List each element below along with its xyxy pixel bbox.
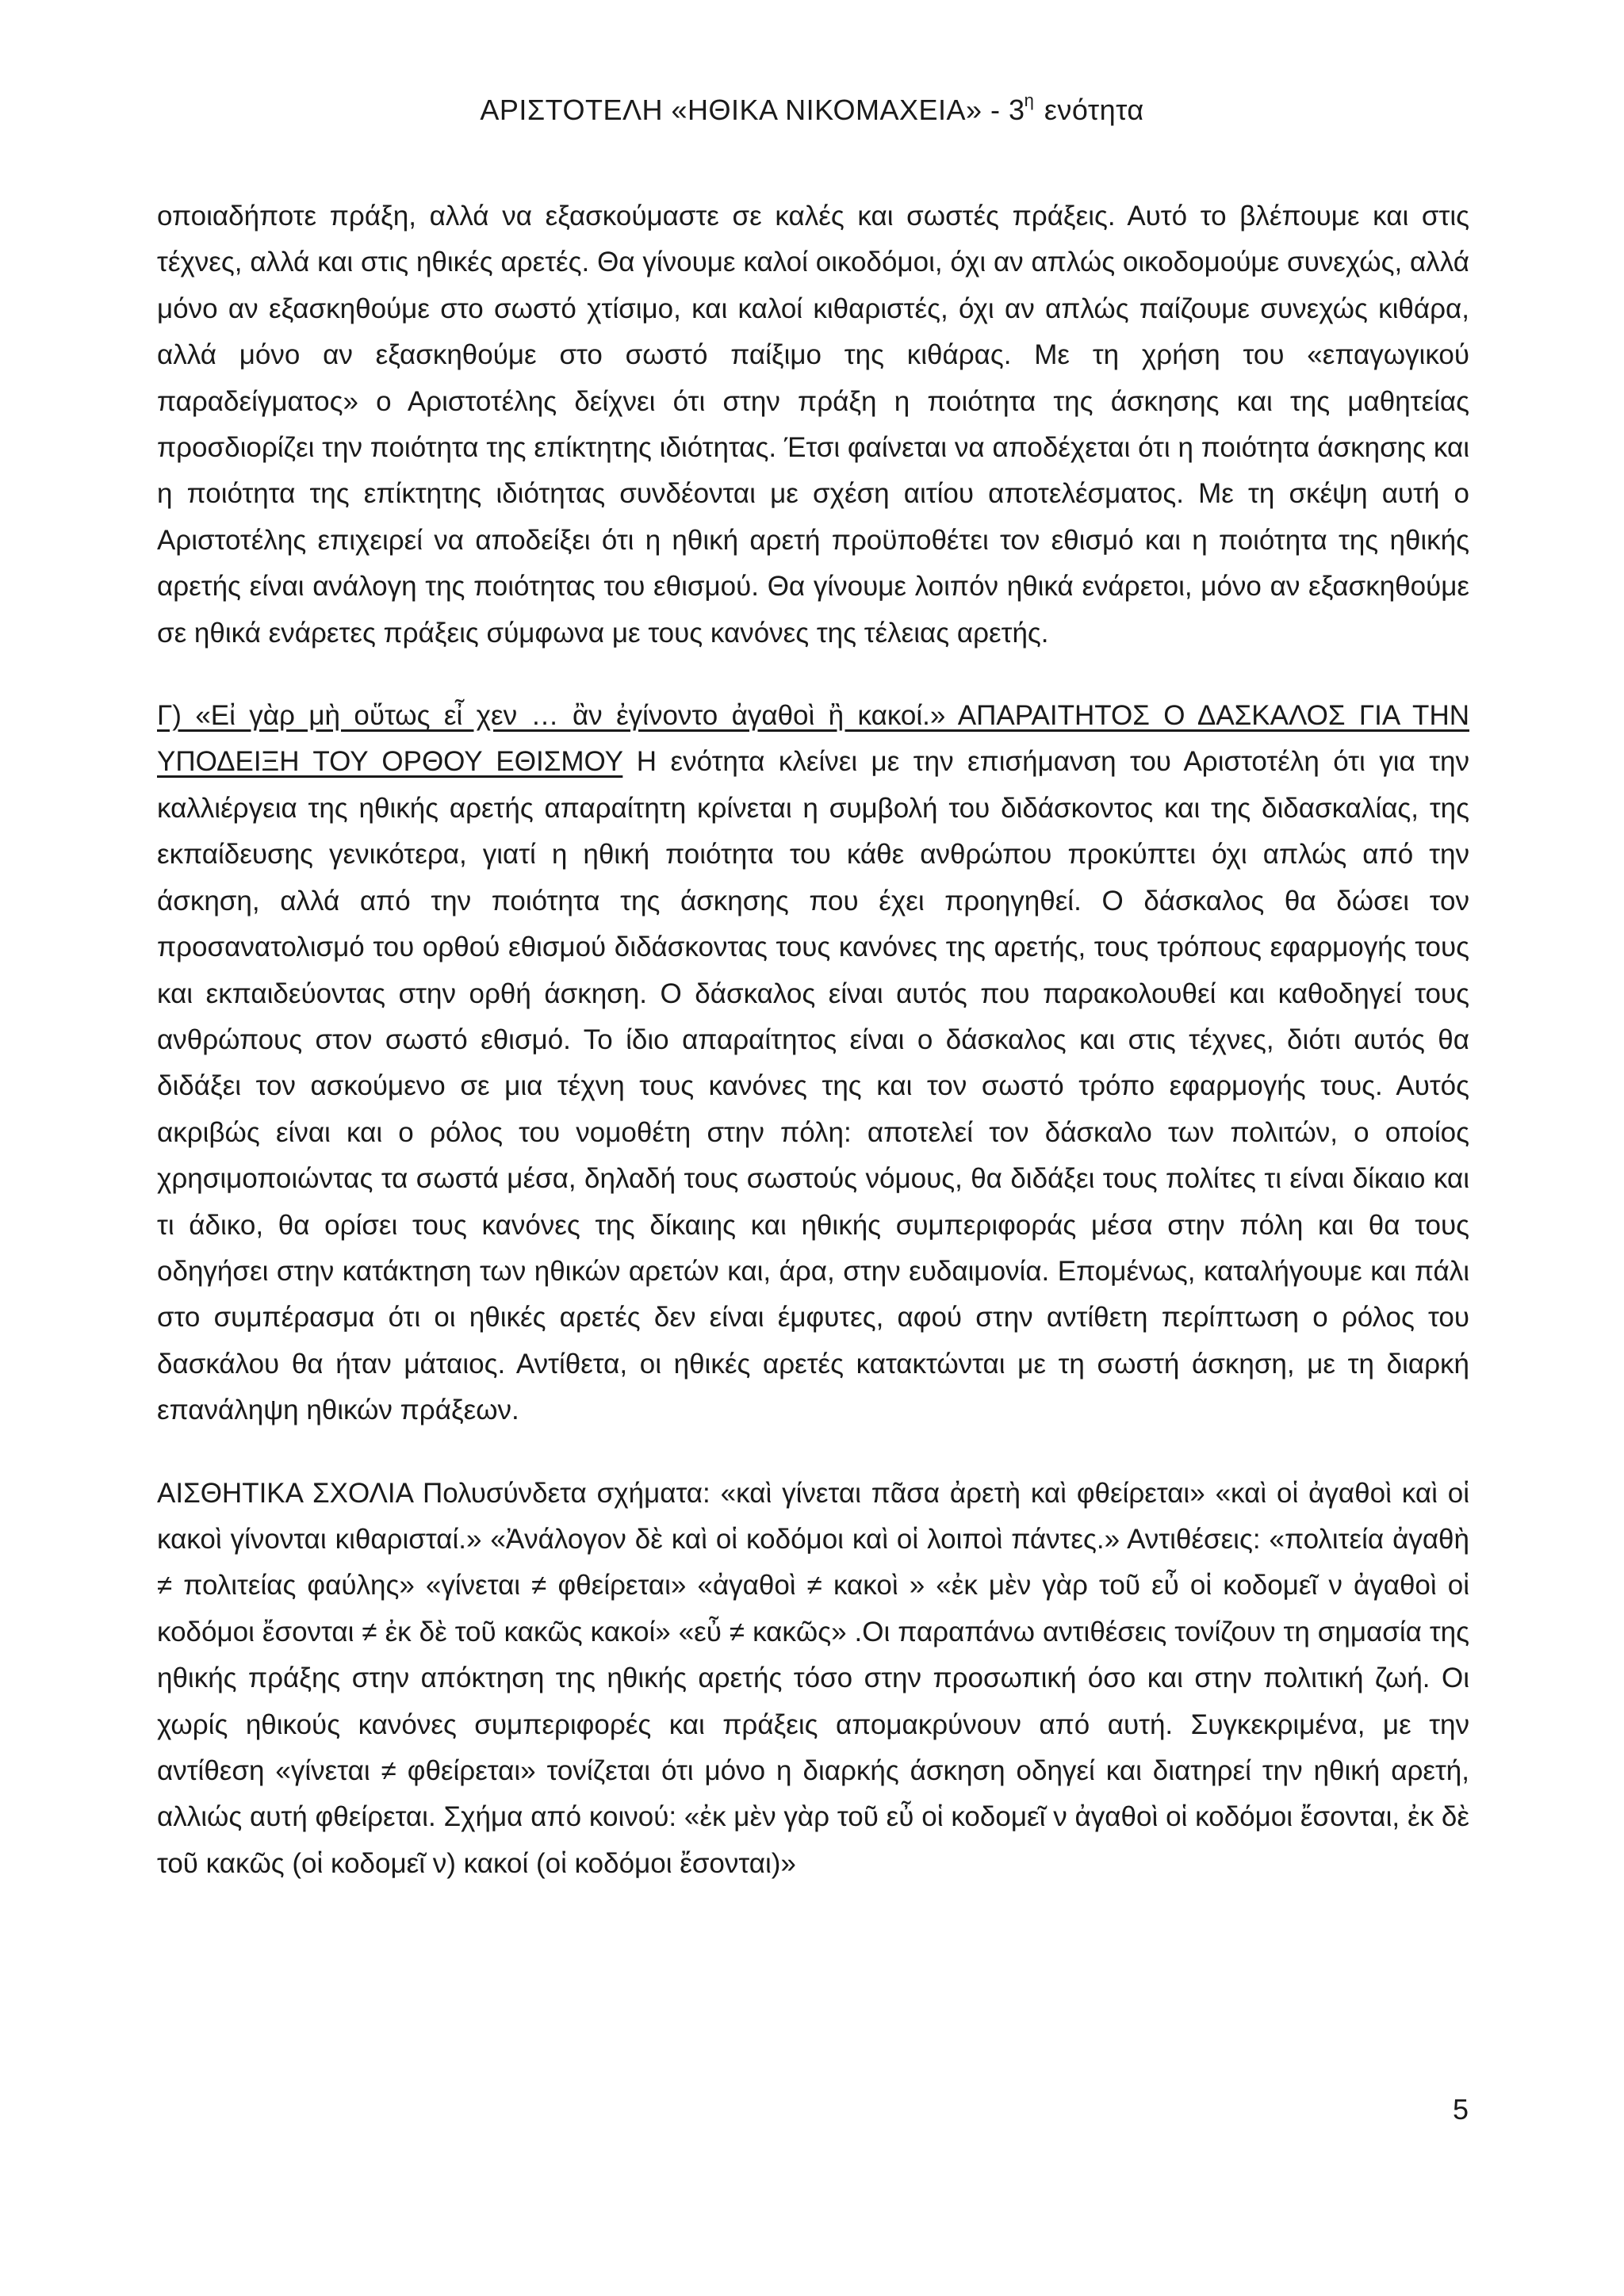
page-header <box>0 90 1624 127</box>
header-superscript: η <box>1024 90 1035 110</box>
paragraph-aesthetics: ΑΙΣΘΗΤΙΚΑ ΣΧΟΛΙΑ Πολυσύνδετα σχήματα: «καὶ γίνεται πᾶσα ἀρετὴ καὶ φθείρεται» «καὶ οἱ ἀγαθοὶ καὶ οἱ κακοὶ γίνονται κιθαρισταί.» «Ἀνάλογον δὲ καὶ οἱ κοδόμοι καὶ οἱ λοιποὶ πάντες.» Αντιθέσεις: «πολιτεία ἀγαθὴ ≠ πολιτείας φαύλης» «γίνεται ≠ φθείρεται» «ἀγαθοὶ ≠ κακοὶ » «ἐκ μὲν γὰρ τοῦ εὖ οἱ κοδομεῖ ν ἀγαθοὶ οἱ κοδόμοι ἔσονται ≠ ἐκ δὲ τοῦ κακῶς κακοί» «εὖ ≠ κακῶς» .Οι παραπάνω αντιθέσεις τονίζουν τη σημασία της ηθικής πράξης στην απόκτηση της ηθικής αρετής τόσο στην προσωπική όσο και στην πολιτική ζωή. Οι χωρίς ηθικούς κανόνες συμπεριφορές και πράξεις απομακρύνουν από αυτή. Συγκεκριμένα, με την αντίθεση «γίνεται ≠ φθείρεται» τονίζεται ότι μόνο η διαρκής άσκηση οδηγεί και διατηρεί την ηθική αρετή, αλλιώς αυτή φθείρεται. Σχήμα από κοινού: «ἐκ μὲν γὰρ τοῦ εὖ οἱ κοδομεῖ ν ἀγαθοὶ οἱ κοδόμοι ἔσονται, ἐκ δὲ τοῦ κακῶς (οἱ κοδομεῖ ν) κακοί (οἱ κοδόμοι ἔσονται)» <box>157 1477 1469 1879</box>
page-number: 5 <box>1452 2093 1469 2126</box>
paragraph-intro: οποιαδήποτε πράξη, αλλά να εξασκούμαστε σε καλές και σωστές πράξεις. Αυτό το βλέπουμε και στις τέχνες, αλλά και στις ηθικές αρετές. Θα γίνουμε καλοί οικοδόμοι, όχι αν απλώς οικοδομούμε συνεχώς, αλλά μόνο αν εξασκηθούμε στο σωστό χτίσιμο, και καλοί κιθαριστές, όχι αν απλώς παίζουμε συνεχώς κιθάρα, αλλά μόνο αν εξασκηθούμε στο σωστό παίξιμο της κιθάρας. Με τη χρήση του «επαγωγικού παραδείγματος» ο Αριστοτέλης δείχνει ότι στην πράξη η ποιότητα της άσκησης και της μαθητείας προσδιορίζει την ποιότητα της επίκτητης ιδιότητας. Έτσι φαίνεται να αποδέχεται ότι η ποιότητα άσκησης και η ποιότητα της επίκτητης ιδιότητας συνδέονται με σχέση αιτίου αποτελέσματος. Με τη σκέψη αυτή ο Αριστοτέλης επιχειρεί να αποδείξει ότι η ηθική αρετή προϋποθέτει τον εθισμό και η ποιότητα της ηθικής αρετής είναι ανάλογη της ποιότητας του εθισμού. Θα γίνουμε λοιπόν ηθικά ενάρετοι, μόνο αν εξασκηθούμε σε ηθικά ενάρετες πράξεις σύμφωνα με τους κανόνες της τέλειας αρετής. <box>157 201 1469 649</box>
section-g-heading: Γ) «Εἰ γὰρ μὴ οὕτως εἶ χεν … ἂν ἐγίνοντο ἀγαθοὶ ἢ κακοί.» ΑΠΑΡΑΙΤΗΤΟΣ Ο ΔΑΣΚΑΛΟΣ ΓΙΑ ΤΗΝ ΥΠΟΔΕΙΞΗ ΤΟΥ ΟΡΘΟΥ ΕΘΙΣΜΟΥ <box>157 700 1469 778</box>
section-g-body: Η ενότητα κλείνει με την επισήμανση του Αριστοτέλη ότι για την καλλιέργεια της ηθικής αρετής απαραίτητη κρίνεται η συμβολή του διδάσκοντος και της διδασκαλίας, της εκπαίδευσης γενικότερα, γιατί η ηθική ποιότητα του κάθε ανθρώπου προκύπτει όχι απλώς από την άσκηση, αλλά από την ποιότητα της άσκησης που έχει προηγηθεί. Ο δάσκαλος θα δώσει τον προσανατολισμό του ορθού εθισμού διδάσκοντας τους κανόνες της αρετής, τους τρόπους εφαρμογής τους και εκπαιδεύοντας στην ορθή άσκηση. Ο δάσκαλος είναι αυτός που παρακολουθεί και καθοδηγεί τους ανθρώπους στον σωστό εθισμό. Το ίδιο απαραίτητος είναι ο δάσκαλος και στις τέχνες, διότι αυτός θα διδάξει τον ασκούμενο σε μια τέχνη τους κανόνες της και τον σωστό τρόπο εφαρμογής τους. Αυτός ακριβώς είναι και ο ρόλος του νομοθέτη στην πόλη: αποτελεί τον δάσκαλο των πολιτών, ο οποίος χρησιμοποιώντας τα σωστά μέσα, δηλαδή τους σωστούς νόμους, θα διδάξει τους πολίτες τι είναι δίκαιο και τι άδικο, θα ορίσει τους κανόνες της δίκαιης και ηθικής συμπεριφοράς μέσα στην πόλη και θα τους οδηγήσει στην κατάκτηση των ηθικών αρετών και, άρα, στην ευδαιμονία. Επομένως, καταλήγουμε και πάλι στο συμπέρασμα ότι οι ηθικές αρετές δεν είναι έμφυτες, αφού στην αντίθετη περίπτωση ο ρόλος του δασκάλου θα ήταν μάταιος. Αντίθετα, οι ηθικές αρετές κατακτώνται με τη σωστή άσκηση, με τη διαρκή επανάληψη ηθικών πράξεων. <box>157 746 1469 1426</box>
document-body <box>157 193 1469 1887</box>
header-title-suffix: ενότητα <box>1044 94 1144 126</box>
paragraph-section-g <box>157 693 1469 1434</box>
header-title: ΑΡΙΣΤΟΤΕΛΗ «ΗΘΙΚΑ ΝΙΚΟΜΑΧΕΙΑ» - 3 <box>480 94 1025 126</box>
